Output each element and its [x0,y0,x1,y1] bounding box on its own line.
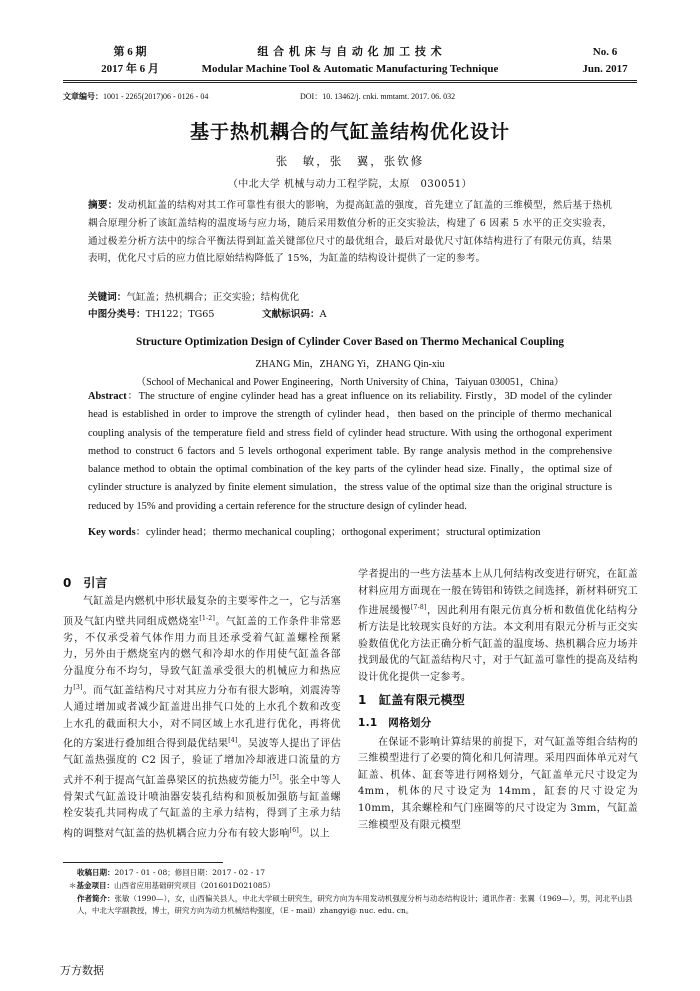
text-run: 。以上 [299,828,330,840]
paper-title: 基于热机耦合的气缸盖结构优化设计 [189,121,510,143]
header-right [560,44,650,78]
clc-label: 中图分类号： [88,309,146,320]
journal-cn: 组 合 机 床 与 自 动 化 加 工 技 术 [257,46,443,58]
article-number [63,91,208,102]
document-code [262,306,327,320]
affiliation-en: （School of Mechanical and Power Engineering，North University of China，Taiyuan 030051，China） [136,377,564,388]
text-run: 。而气缸盖结构尺寸对其应力分布有很大影响，刘震涛等人通过增加或者减少缸盖进出排气口处的上水孔个数和改变上水孔的截面积大小，对不同区域上水孔进行优化，再将优化的方案进行叠加组合得到最优结果 [63,685,342,750]
abstract-en [88,388,612,516]
doi: DOI：10. 13462/j. cnki. mmtamt. 2017. 06. 032 [300,92,456,101]
date-en: Jun. 2017 [582,63,628,75]
abstract-cn-text: 发动机缸盖的结构对其工作可靠性有很大的影响，为提高缸盖的强度，首先建立了缸盖的三维模型，然后基于热机耦合原理分析了该缸盖结构的温度场与应力场，随后采用数值分析的正交实验法，构建了 6 因素 5 水平的正交实验表，通过极差分析方法中的综合平衡法得到缸盖关键部位尺寸的最优组合，最后对最优尺寸缸体结构进行了有限元仿真，结果表明，优化尺寸后的应力值比原始结构降低了 15%，为缸盖的结构设计提供了一定的参考。 [88,200,612,265]
citation: [4] [228,737,238,745]
text-run: 。张全中等人骨架式气缸盖设计喷油器安装孔结构和顶板加强筋与缸盖螺栓安装孔共同构成了气缸盖的主承力结构，得到了主承力结构的调整对气缸盖的热机耦合应力分布有较大影响 [63,775,341,840]
text-run: 气缸盖是内燃机中形状最复杂的主要零件之一，它与活塞顶及气缸内壁共同组成燃烧室 [63,596,341,627]
article-number-label: 文章编号： [63,92,103,101]
section-1-heading: 1 缸盖有限元模型 [358,693,466,708]
fund-marker: ＊ [69,881,77,890]
authors-en: ZHANG Min，ZHANG Yi，ZHANG Qin-xiu [255,359,445,370]
keywords-cn-text: 气缸盖；热机耦合；正交实验；结构优化 [126,292,300,303]
citation: [1-2] [199,614,216,622]
clc-text: TH122；TG65 [145,309,215,320]
title-en: Structure Optimization Design of Cylinder Cover Based on Thermo Mechanical Coupling [135,336,565,348]
abstract-en-label: Abstract [88,391,127,402]
header-rule-thin [63,82,637,83]
footnote-bio [63,893,637,917]
section-0-paragraph [63,594,341,843]
affiliation: （中北大学 机械与动力工程学院，太原 030051） [227,179,473,190]
header-left [90,44,170,78]
abstract-cn-label: 摘要： [88,200,118,211]
keywords-en-text: ：cylinder head；thermo mechanical coupling；orthogonal experiment；structural optimization [135,527,541,538]
keywords-en [88,523,540,538]
authors: 张 敏，张 翼，张钦修 [275,154,425,168]
header-rule [63,80,637,81]
keywords-cn-label: 关键词： [88,292,127,303]
footnote-received [63,867,637,879]
issue-cn: 第 6 期 [113,46,147,58]
right-column [358,567,638,834]
header-center [180,44,520,78]
keywords-cn [88,289,299,303]
fund-label: 基金项目： [76,881,114,890]
section-1-1-heading: 1.1 网格划分 [358,717,432,730]
fund-text: 山西省应用基础研究项目（201601D021085） [114,881,275,890]
keywords-en-label: Key words [88,527,136,538]
received-date: 2017 - 01 - 08；修回日期：2017 - 02 - 17 [114,868,266,877]
footnote-rule [63,862,223,863]
citation: [5] [269,773,280,781]
watermark: 万方数据 [60,964,104,977]
text-run: 。吴波等人提出了评估气缸盖热强度的 C2 因子，验证了增加冷却液进口流量的方式并不利于提高气缸盖鼻梁区的抗热疲劳能力 [63,738,341,787]
section-0-heading: 0 引言 [63,576,108,590]
date-cn: 2017 年 6 月 [101,63,159,75]
clc-number [88,306,215,320]
right-paragraph-2: 在保证不影响计算结果的前提下，对气缸盖等组合结构的三维模型进行了必要的简化和几何清理。采用四面体单元对气缸盖、机体、缸套等进行网格划分，气缸盖单元尺寸设定为 4mm，机体的尺寸设定为 14mm，缸套的尺寸设定为 10mm，其余螺栓和气门座圈等的尺寸设定为 3mm，气缸盖三维模型及有限元模型 [358,736,638,831]
citation: [6] [289,827,300,835]
journal-en: Modular Machine Tool & Automatic Manufacturing Technique [201,63,499,75]
citation: [7-8] [410,604,427,612]
received-label: 收稿日期： [77,868,115,877]
doc-code-label: 文献标识码： [262,309,320,320]
text-run: ，因此利用有限元仿真分析和数值优化结构分析方法是比较现实良好的方法。本文利用有限元分析与正交实验数值优化方法正确分析气缸盖的温度场、热机耦合应力场并找到最优的气缸盖结构尺寸，对于气缸盖可靠性的提高及结构设计优化提供一定参考。 [358,605,639,683]
text-run: 学者提出的一些方法基本上从几何结构改变进行研究，在缸盖材料应用方面现在一般在铸铝和铸铁之间选择，新材料研究工作进展缓慢 [358,569,638,617]
footnote-fund [63,880,637,892]
issue-en: No. 6 [592,46,618,58]
abstract-en-text: ：The structure of engine cylinder head has a great influence on its reliability. Firstly，3D model of the cylinder head is established in order to improve the strength of cylinder head，then based on the principle of thermo mechanical coupling analysis of the temperature field and stress field of cylinder head structure. With using the orthogonal experiment method to construct 6 factors and 5 levels orthogonal experiment table. By range analysis method in the comprehensive balance method to obtain the optimal combination of the key parts of the cylinder head size. Finally，the optimal size of cylinder structure is analyzed by finite element simulation，the stress value of the optimal size than the original structure is reduced by 15% and providing a certain reference for the structure design of cylinder head. [88,391,612,512]
article-number-value: 1001 - 2265(2017)06 - 0126 - 04 [103,92,209,101]
bio-label: 作者简介： [77,894,115,903]
text-run: 。气缸盖的工作条件非常恶劣，不仅承受着气体作用力而且还承受着气缸盖螺栓预紧力，另外由于燃烧室内的燃气和冷却水的作用使气缸盖各部分温度分布不均匀，导致气缸盖承受很大的机械应力和热应力 [63,615,341,697]
citation: [3] [73,684,83,692]
abstract-cn [88,197,612,268]
bio-text: 张敏（1990—），女，山西偏关县人，中北大学硕士研究生，研究方向为车用发动机强度分析与动态结构设计；通讯作者：张翼（1969—），男，河北平山县人，中北大学副教授，博士，研究方向为动力机械结构强度，（E - mail）zhangyi@ nuc. edu. cn。 [77,894,633,915]
doc-code-text: A [319,309,327,320]
right-paragraph-1 [358,567,638,686]
